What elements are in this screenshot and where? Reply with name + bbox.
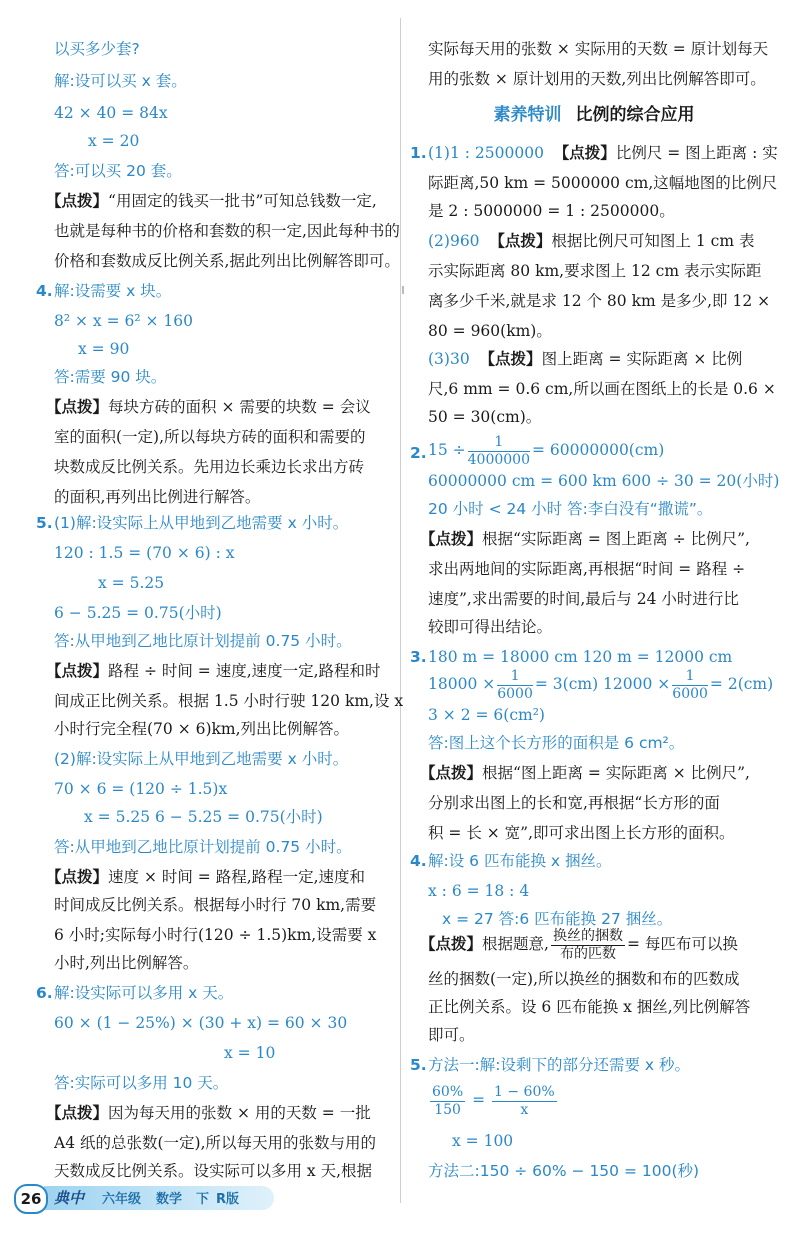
- hint-line: 小时,列出比例解答。: [54, 954, 199, 972]
- hint-line: 80 = 960(km)。: [428, 322, 552, 340]
- answer-line: x = 27 答:6 匹布能换 27 捆丝。: [442, 910, 673, 928]
- question-number: 2.: [410, 444, 427, 462]
- equation: x = 5.25: [98, 574, 165, 592]
- hint-line: 用的张数 × 原计划用的天数,列出比例解答即可。: [428, 70, 766, 88]
- answer-line: 答:图上这个长方形的面积是 6 cm²。: [428, 734, 685, 752]
- hint-line: 价格和套数成反比例关系,据此列出比例解答即可。: [54, 252, 400, 270]
- page-number: 26: [14, 1184, 48, 1214]
- hint-line: 【点拨】每块方砖的面积 × 需要的块数 = 会议: [46, 398, 371, 416]
- equation: 70 × 6 = (120 ÷ 1.5)x: [54, 780, 228, 798]
- hint-line: 正比例关系。设 6 匹布能换 x 捆丝,列比例解答: [428, 998, 751, 1016]
- fraction: $\frac{1 - 60\%}{x}$: [494, 1083, 555, 1118]
- solution-line: (1)解:设实际上从甲地到乙地需要 x 小时。: [54, 514, 349, 532]
- edition-label: R版: [216, 1192, 240, 1207]
- hint-line: 小时行完全程(70 × 6)km,列出比例解答。: [54, 720, 350, 738]
- answer-line: 答:可以买 20 套。: [54, 162, 182, 180]
- brand-logo: 典中: [54, 1189, 85, 1207]
- equation: 15 ÷ $\frac{1}{4000000}$ = 60000000(cm): [428, 433, 665, 468]
- answer-hint-line: (3)30 【点拨】图上距离 = 实际距离 × 比例: [428, 350, 743, 368]
- equation: 6 − 5.25 = 0.75(小时): [54, 604, 222, 622]
- subject-label: 数学: [156, 1192, 183, 1207]
- equation: x = 10: [224, 1044, 276, 1062]
- answer-hint-line: (1)1 : 2500000 【点拨】比例尺 = 图上距离 : 实: [428, 144, 778, 162]
- answer-line: 答:需要 90 块。: [54, 368, 167, 386]
- hint-line: 【点拨】因为每天用的张数 × 用的天数 = 一批: [46, 1104, 371, 1122]
- section-title: 素养特训 比例的综合应用: [493, 105, 695, 125]
- hint-line: 即可。: [428, 1026, 475, 1044]
- equation: 60 × (1 − 25%) × (30 + x) = 60 × 30: [54, 1014, 348, 1032]
- solution-line: 解:设可以买 x 套。: [54, 72, 187, 90]
- hint-line: 也就是每种书的价格和套数的积一定,因此每种书的: [54, 222, 400, 240]
- stray-mark: [402, 286, 404, 294]
- grade-label: 六年级: [102, 1192, 142, 1207]
- equation: x = 90: [78, 340, 130, 358]
- fraction: $\frac{1}{6000}$: [672, 667, 708, 702]
- equation: 8² × x = 6² × 160: [54, 312, 194, 330]
- question-number: 4.: [410, 852, 427, 870]
- answer-line: 答:从甲地到乙地比原计划提前 0.75 小时。: [54, 632, 352, 650]
- hint-line: 示实际距离 80 km,要求图上 12 cm 表示实际距: [428, 262, 762, 280]
- answer-hint-line: (2)960 【点拨】根据比例尺可知图上 1 cm 表: [428, 232, 755, 250]
- hint-line: 的面积,再列出比例进行解答。: [54, 488, 261, 506]
- equation: 120 : 1.5 = (70 × 6) : x: [54, 544, 235, 562]
- text-line: 以买多少套?: [54, 40, 140, 58]
- footer-banner: [44, 1186, 274, 1210]
- hint-line: 6 小时;实际每小时行(120 ÷ 1.5)km,设需要 x: [54, 926, 377, 944]
- equation: x = 5.25 6 − 5.25 = 0.75(小时): [84, 808, 323, 826]
- column-divider: [400, 18, 401, 1203]
- hint-line: 【点拨】“用固定的钱买一批书”可知总钱数一定,: [46, 192, 377, 210]
- answer-line: 答:从甲地到乙地比原计划提前 0.75 小时。: [54, 838, 352, 856]
- hint-line: 块数成反比例关系。先用边长乘边长求出方砖: [54, 458, 365, 476]
- hint-line: 丝的捆数(一定),所以换丝的捆数和布的匹数成: [428, 970, 740, 988]
- equation: x = 100: [452, 1132, 514, 1150]
- hint-line: 【点拨】根据“实际距离 = 图上距离 ÷ 比例尺”,: [420, 530, 750, 548]
- hint-line: 【点拨】速度 × 时间 = 路程,路程一定,速度和: [46, 868, 366, 886]
- solution-line: 解:设 6 匹布能换 x 捆丝。: [428, 852, 612, 870]
- equation: 180 m = 18000 cm 120 m = 12000 cm: [428, 648, 733, 666]
- question-number: 5.: [410, 1056, 427, 1074]
- fraction: $\frac{1}{4000000}$: [467, 433, 530, 468]
- hint-line: 间成正比例关系。根据 1.5 小时行驶 120 km,设 x: [54, 692, 404, 710]
- hint-line: 速度”,求出需要的时间,最后与 24 小时进行比: [428, 590, 739, 608]
- volume-label: 下: [196, 1192, 210, 1207]
- hint-line: 较即可得出结论。: [428, 618, 553, 636]
- equation: $\frac{60\%}{150}$ = $\frac{1 - 60\%}{x}$: [432, 1083, 555, 1118]
- hint-line: 室的面积(一定),所以每块方砖的面积和需要的: [54, 428, 366, 446]
- hint-line: 实际每天用的张数 × 实际用的天数 = 原计划每天: [428, 40, 769, 58]
- hint-line: A4 纸的总张数(一定),所以每天用的张数与用的: [54, 1134, 377, 1152]
- hint-line: 50 = 30(cm)。: [428, 408, 542, 426]
- hint-line: 【点拨】根据“图上距离 = 实际距离 × 比例尺”,: [420, 764, 750, 782]
- solution-line: 方法一:解:设剩下的部分还需要 x 秒。: [428, 1056, 690, 1074]
- question-number: 4.: [36, 282, 53, 300]
- hint-line: 是 2 : 5000000 = 1 : 2500000。: [428, 202, 675, 220]
- solution-line: 解:设实际可以多用 x 天。: [54, 984, 234, 1002]
- equation: x : 6 = 18 : 4: [428, 882, 530, 900]
- hint-line: 尺,6 mm = 0.6 cm,所以画在图纸上的长是 0.6 ×: [428, 380, 776, 398]
- answer-line: 答:实际可以多用 10 天。: [54, 1074, 229, 1092]
- hint-line: 【点拨】路程 ÷ 时间 = 速度,速度一定,路程和时: [46, 662, 381, 680]
- question-number: 6.: [36, 984, 53, 1002]
- hint-line: 离多少千米,就是求 12 个 80 km 是多少,即 12 ×: [428, 292, 771, 310]
- question-number: 1.: [410, 144, 427, 162]
- hint-line: 天数成反比例关系。设实际可以多用 x 天,根据: [54, 1162, 373, 1180]
- solution-line: 解:设需要 x 块。: [54, 282, 172, 300]
- equation: 3 × 2 = 6(cm²): [428, 706, 545, 724]
- hint-line: 【点拨】根据题意, $\frac{\text{换丝的捆数}}{\text{布的匹数}}$ = 每匹布可以换: [420, 927, 738, 962]
- solution-line: (2)解:设实际上从甲地到乙地需要 x 小时。: [54, 750, 349, 768]
- equation: 42 × 40 = 84x: [54, 104, 168, 122]
- equation: 18000 × $\frac{1}{6000}$ = 3(cm) 12000 × $\frac{1}{6000}$ = 2(cm): [428, 667, 774, 702]
- equation: 60000000 cm = 600 km 600 ÷ 30 = 20(小时): [428, 472, 780, 490]
- hint-line: 时间成反比例关系。根据每小时行 70 km,需要: [54, 896, 377, 914]
- solution-line: 方法二:150 ÷ 60% − 150 = 100(秒): [428, 1162, 700, 1180]
- question-number: 5.: [36, 514, 53, 532]
- question-number: 3.: [410, 648, 427, 666]
- equation: x = 20: [88, 132, 140, 150]
- answer-line: 20 小时 < 24 小时 答:李白没有“撒谎”。: [428, 500, 713, 518]
- hint-line: 积 = 长 × 宽”,即可求出图上长方形的面积。: [428, 824, 735, 842]
- fraction: $\frac{1}{6000}$: [497, 667, 533, 702]
- hint-line: 求出两地间的实际距离,再根据“时间 = 路程 ÷: [428, 560, 746, 578]
- fraction: $\frac{\text{换丝的捆数}}{\text{布的匹数}}$: [552, 927, 623, 962]
- hint-line: 分别求出图上的长和宽,再根据“长方形的面: [428, 794, 720, 812]
- hint-line: 际距离,50 km = 5000000 cm,这幅地图的比例尺: [428, 174, 778, 192]
- fraction: $\frac{60\%}{150}$: [432, 1083, 464, 1118]
